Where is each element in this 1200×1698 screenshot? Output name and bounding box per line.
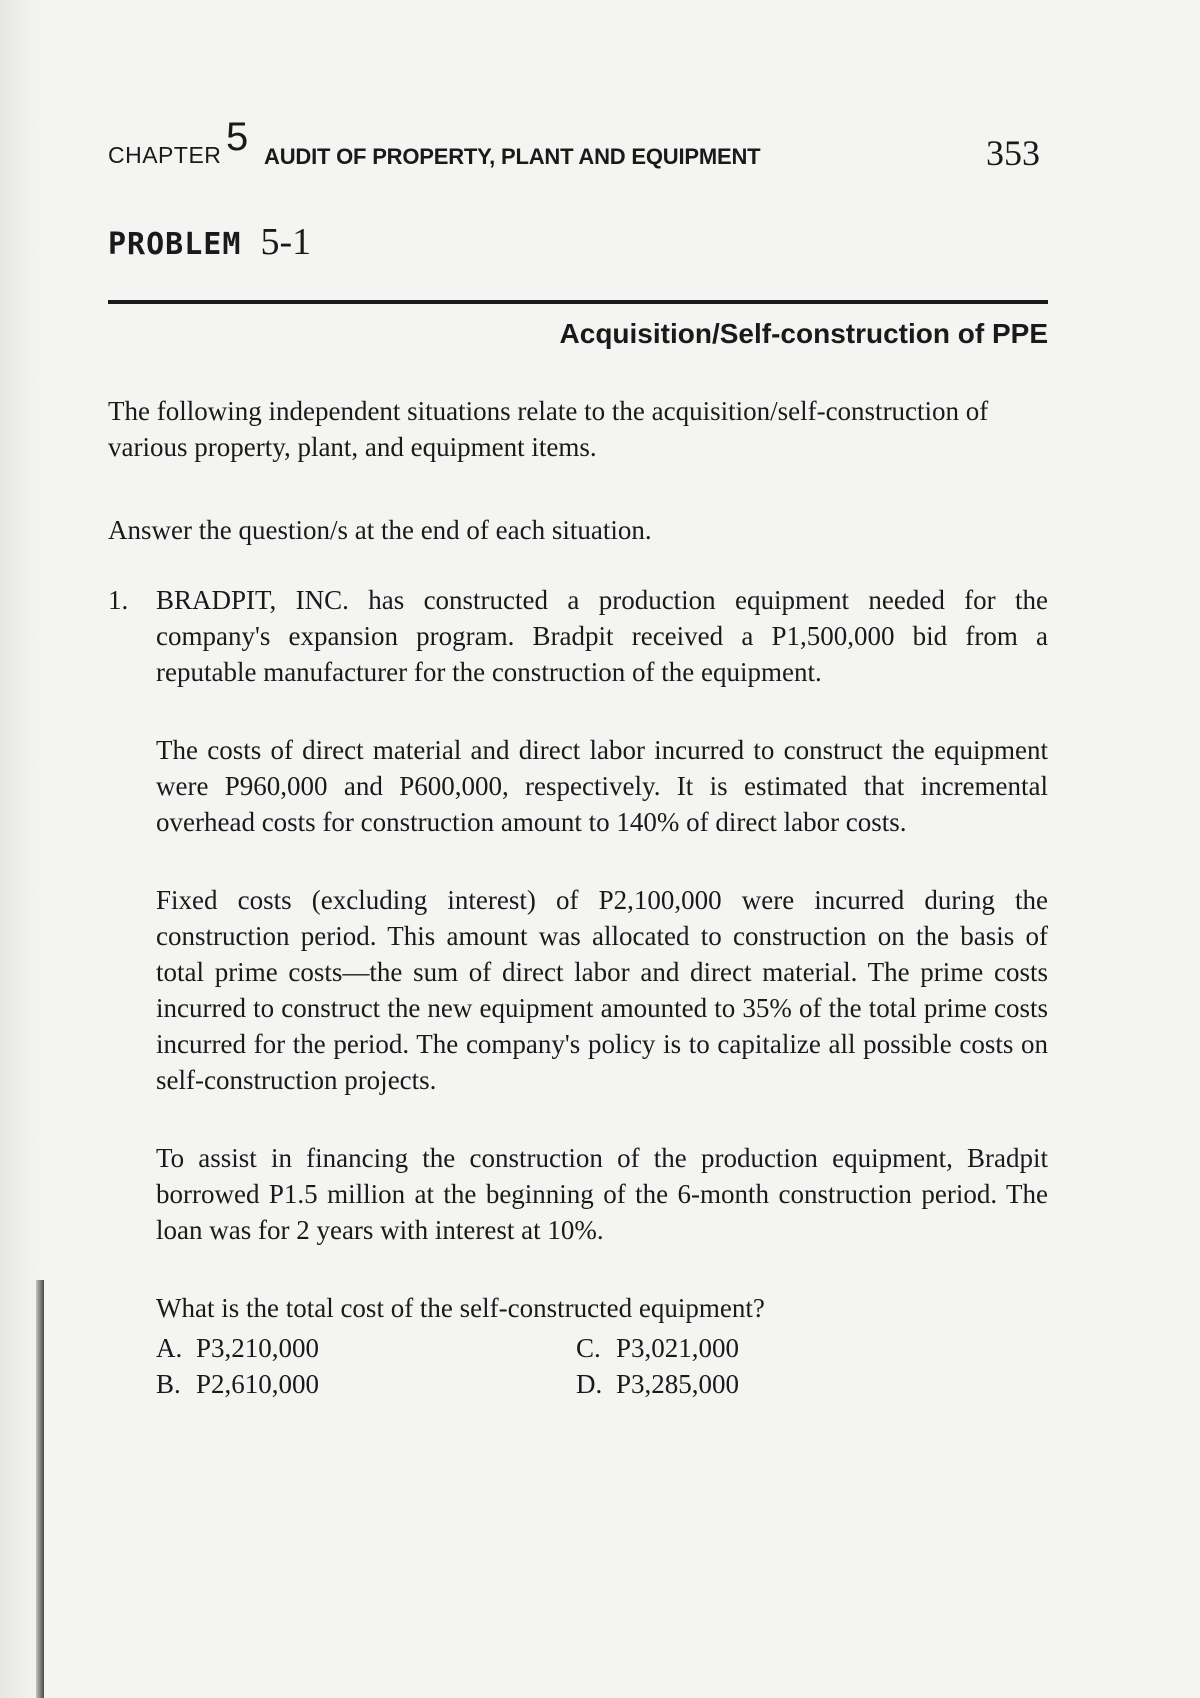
choice-b — [156, 1366, 576, 1402]
choice-letter: C. — [576, 1333, 601, 1363]
choice-c — [576, 1330, 996, 1366]
situation-paragraph: The costs of direct material and direct labor incurred to construct the equipment were P960,000 and P600,000, respectively. It is estimated that incremental overhead costs for construction amount to 140% of direct labor costs. — [156, 735, 1048, 837]
running-head — [108, 112, 1048, 182]
situation-paragraph: BRADPIT, INC. has constructed a production equipment needed for the company's expansion program. Bradpit received a P1,500,000 bid from a reputable manufacturer for the construction of the equipment. — [156, 585, 1048, 687]
instruction-paragraph: Answer the question/s at the end of each situation. — [108, 515, 652, 545]
chapter-label: CHAPTER — [108, 142, 222, 168]
answer-choices — [156, 1330, 1048, 1402]
item-number: 1. — [108, 585, 129, 615]
page-binding-edge — [36, 1280, 44, 1698]
choice-letter: B. — [156, 1369, 181, 1399]
problem-label: PROBLEM — [108, 227, 242, 262]
choice-letter: A. — [156, 1333, 183, 1363]
choice-text: P3,021,000 — [616, 1333, 740, 1363]
problem-heading — [108, 220, 311, 267]
chapter-title: AUDIT OF PROPERTY, PLANT AND EQUIPMENT — [264, 144, 761, 169]
problem-number: 5-1 — [260, 221, 312, 263]
situation-paragraph: To assist in financing the construction of the production equipment, Bradpit borrowed P1.5 million at the beginning of the 6-month construction period. The loan was for 2 years with interest at 10%. — [156, 1143, 1048, 1245]
heading-divider — [108, 300, 1048, 304]
section-title: Acquisition/Self-construction of PPE — [559, 318, 1048, 349]
intro-paragraph: The following independent situations relate to the acquisition/self-construction of various property, plant, and equipment items. — [108, 396, 989, 462]
choice-letter: D. — [576, 1369, 603, 1399]
choice-a — [156, 1330, 576, 1366]
choice-d — [576, 1366, 996, 1402]
question-text: What is the total cost of the self-constructed equipment? — [156, 1293, 765, 1323]
item-body — [156, 582, 1048, 1402]
choice-text: P2,610,000 — [196, 1369, 320, 1399]
choice-text: P3,210,000 — [196, 1333, 320, 1363]
situation-paragraph: Fixed costs (excluding interest) of P2,100,000 were incurred during the construction period. This amount was allocated to construction on the basis of total prime costs—the sum of direct labor and direct material. The prime costs incurred to construct the new equipment amounted to 35% of the total prime costs incurred for the period. The company's policy is to capitalize all possible costs on self-construction projects. — [156, 885, 1048, 1095]
chapter-number: 5 — [226, 115, 249, 159]
choice-text: P3,285,000 — [616, 1369, 740, 1399]
page-number: 353 — [986, 133, 1040, 173]
page-content — [108, 0, 1048, 1698]
